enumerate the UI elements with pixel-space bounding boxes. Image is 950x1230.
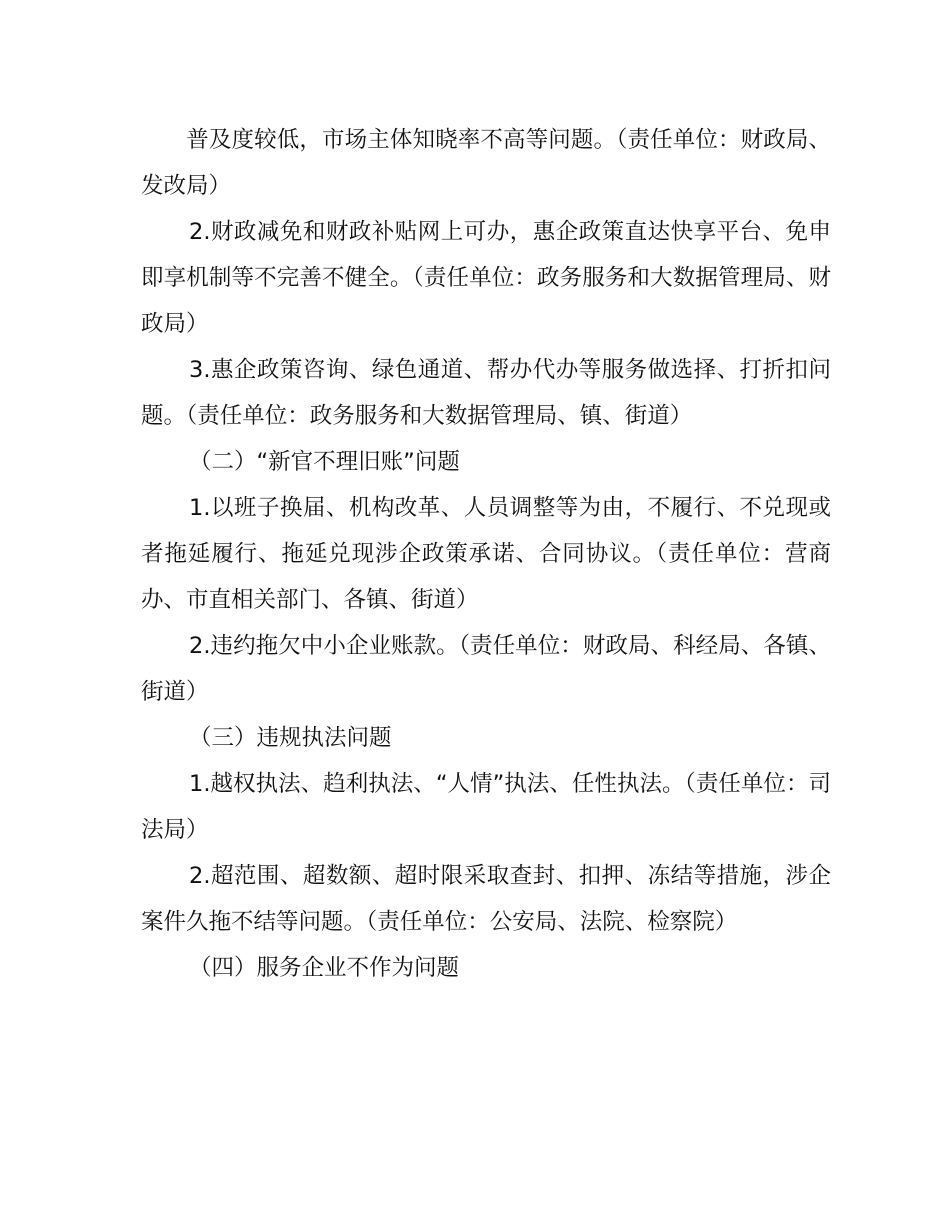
section-heading: （二）“新官不理旧账”问题 xyxy=(189,449,460,475)
list-item: 1.越权执法、趋利执法、“人情”执法、任性执法。（责任单位：司法局） xyxy=(141,771,831,843)
section-heading: （四）服务企业不作为问题 xyxy=(189,955,460,981)
list-item: 2.违约拖欠中小企业账款。（责任单位：财政局、科经局、各镇、街道） xyxy=(141,633,831,705)
list-item: 3.惠企政策咨询、绿色通道、帮办代办等服务做选择、打折扣问题。（责任单位：政务服务和大数据管理局、镇、街道） xyxy=(141,357,831,429)
list-item: 2.超范围、超数额、超时限采取查封、扣押、冻结等措施，涉企案件久拖不结等问题。（责任单位：公安局、法院、检察院） xyxy=(141,863,831,935)
section-heading: （三）违规执法问题 xyxy=(189,725,392,751)
document-body xyxy=(141,117,831,991)
list-item: 2.财政减免和财政补贴网上可办，惠企政策直达快享平台、免申即享机制等不完善不健全。（责任单位：政务服务和大数据管理局、财政局） xyxy=(141,219,831,337)
paragraph-continuation: 普及度较低，市场主体知晓率不高等问题。（责任单位：财政局、发改局） xyxy=(141,127,831,199)
list-item: 1.以班子换届、机构改革、人员调整等为由，不履行、不兑现或者拖延履行、拖延兑现涉企政策承诺、合同协议。（责任单位：营商办、市直相关部门、各镇、街道） xyxy=(141,495,831,613)
